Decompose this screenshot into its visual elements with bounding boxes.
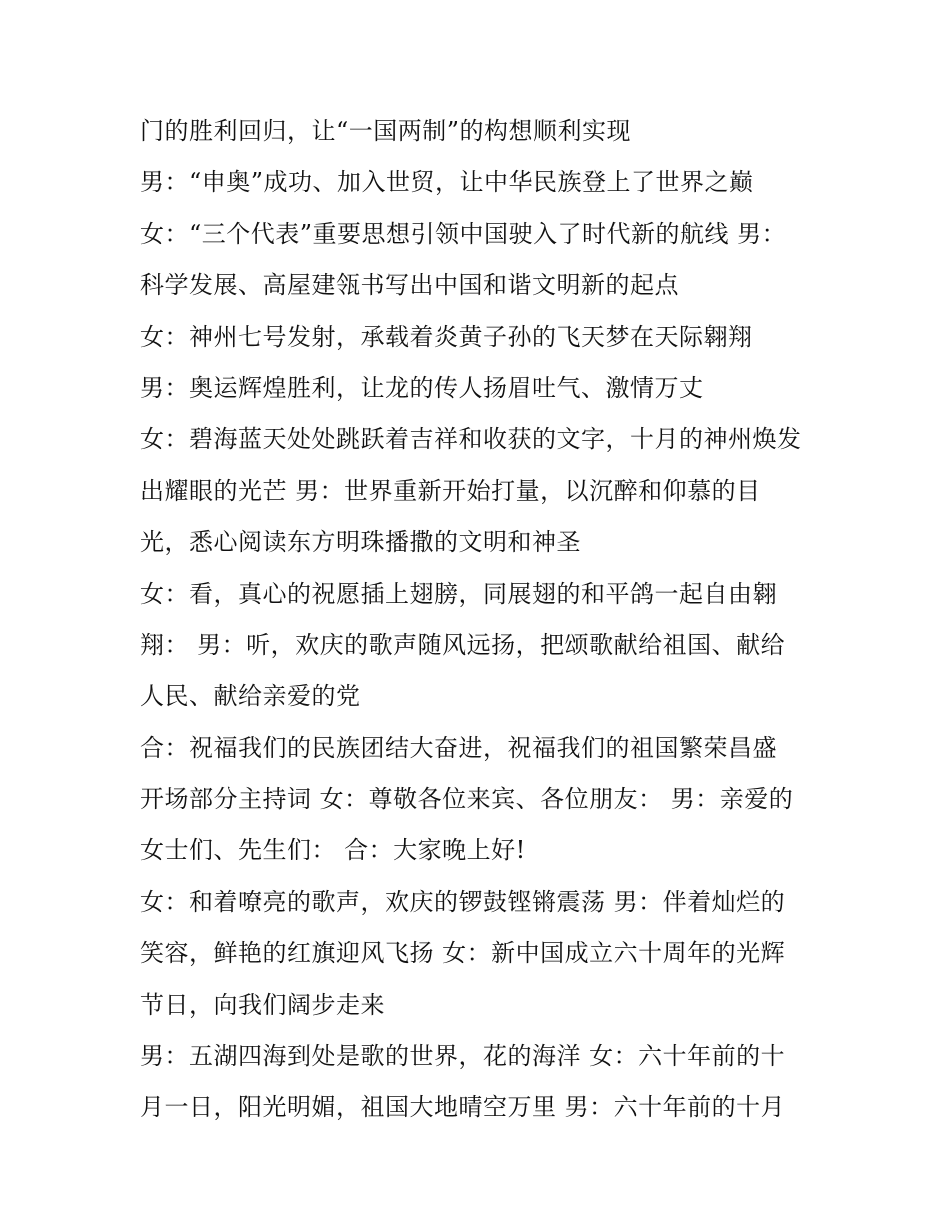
text-line: 门的胜利回归，让“一国两制”的构想顺利实现 [140,117,632,145]
text-line: 女士们、先生们： 合：大家晚上好! [140,836,526,865]
text-line: 开场部分主持词 女：尊敬各位来宾、各位朋友： 男：亲爱的 [140,785,794,814]
text-line: 女：和着嘹亮的歌声，欢庆的锣鼓铿锵震荡 男：伴着灿烂的 [140,887,786,916]
text-line: 男：五湖四海到处是歌的世界，花的海洋 女：六十年前的十 [140,1042,786,1071]
text-line: 女：碧海蓝天处处跳跃着吉祥和收获的文字，十月的神州焕发 [140,425,802,454]
text-line: 节日，向我们阔步走来 [140,990,385,1019]
text-line: 男：奥运辉煌胜利，让龙的传人扬眉吐气、激情万丈 [140,373,704,402]
text-line: 光，悉心阅读东方明珠播撒的文明和神圣 [140,528,581,557]
document-body [140,106,820,1134]
text-line: 女：看，真心的祝愿插上翅膀，同展翅的和平鸽一起自由翱 [140,579,777,608]
text-line: 翔： 男：听，欢庆的歌声随风远扬，把颂歌献给祖国、献给 [140,630,786,659]
text-line: 人民、献给亲爱的党 [140,682,361,711]
text-line: 出耀眼的光芒 男：世界重新开始打量，以沉醉和仰慕的目 [140,476,761,505]
text-line: 女：“三个代表”重要思想引领中国驶入了时代新的航线 男： [140,219,787,248]
text-line: 合：祝福我们的民族团结大奋进，祝福我们的祖国繁荣昌盛 [140,733,777,762]
text-line: 笑容，鲜艳的红旗迎风飞扬 女：新中国成立六十周年的光辉 [140,939,786,968]
text-line: 月一日，阳光明媚，祖国大地晴空万里 男：六十年前的十月 [140,1093,786,1122]
text-line: 女：神州七号发射，承载着炎黄子孙的飞天梦在天际翱翔 [140,322,753,351]
text-line: 男：“申奥”成功、加入世贸，让中华民族登上了世界之巅 [140,168,754,197]
text-line: 科学发展、高屋建瓴书写出中国和谐文明新的起点 [140,271,679,300]
